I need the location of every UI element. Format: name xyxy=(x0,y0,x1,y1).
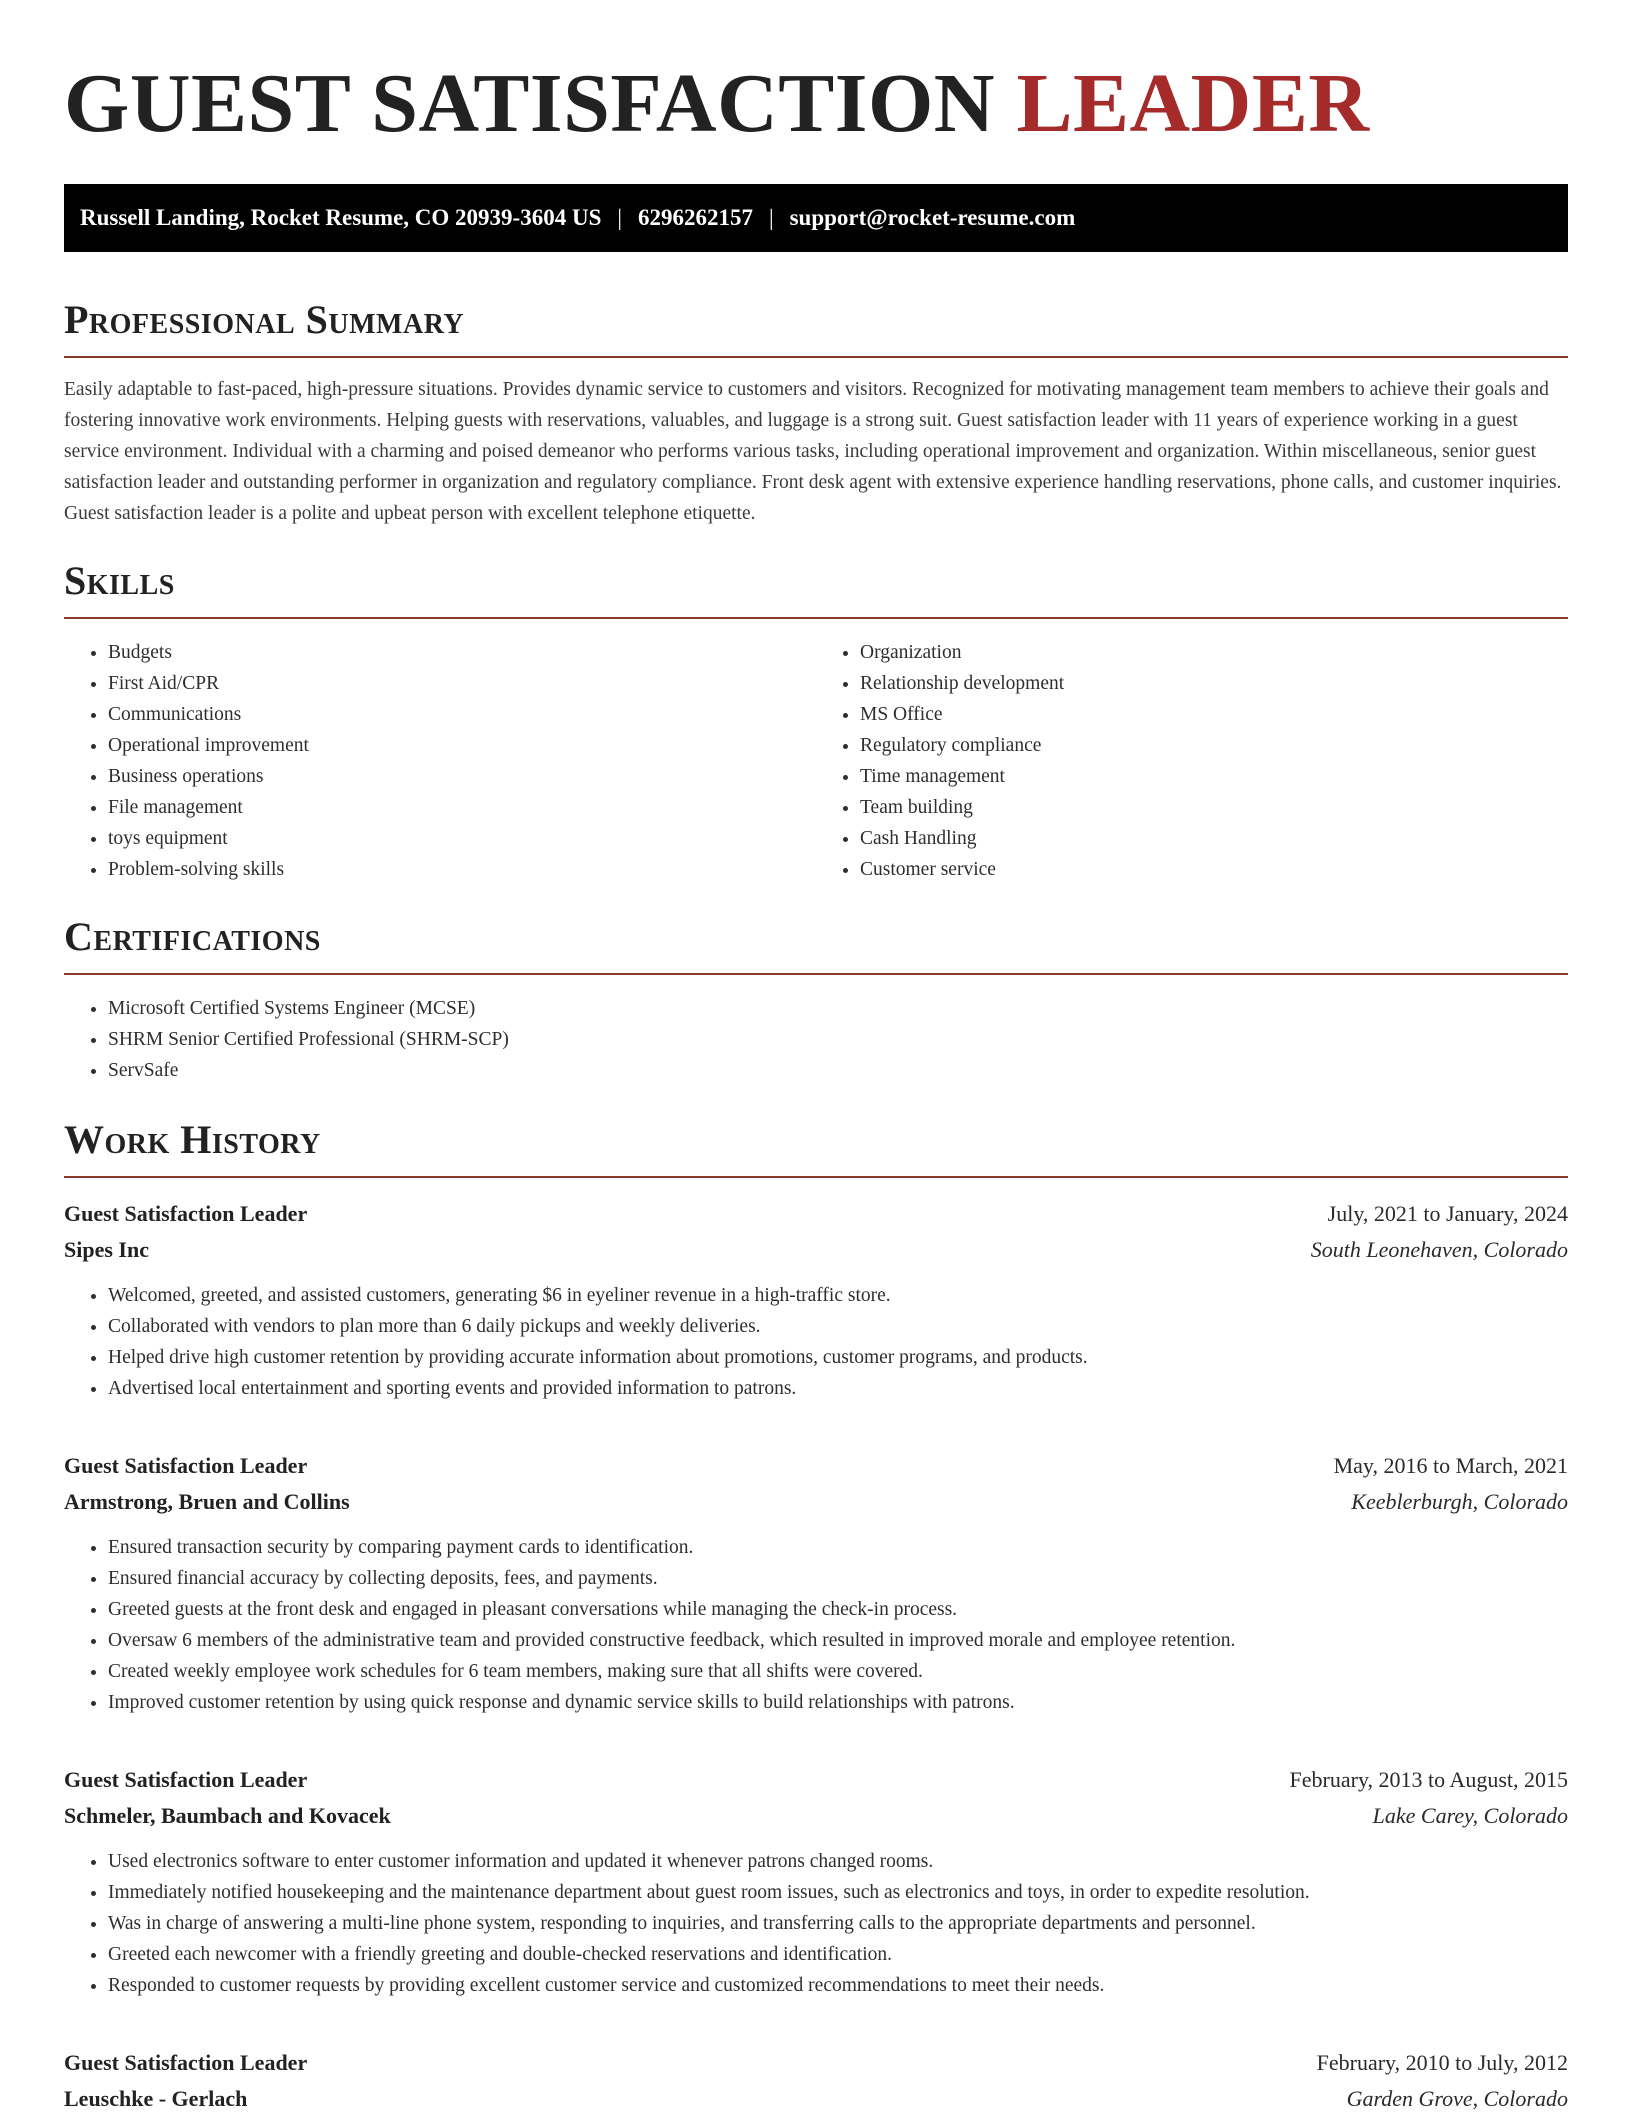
contact-separator: | xyxy=(768,205,774,230)
certifications-section xyxy=(64,913,1568,1086)
job-location: Keeblerburgh, Colorado xyxy=(1351,1489,1568,1514)
job-company-row xyxy=(64,1484,1568,1520)
job-title: Guest Satisfaction Leader xyxy=(64,1453,308,1478)
job-company: Leuschke - Gerlach xyxy=(64,2086,248,2111)
skill-item: • Operational improvement xyxy=(108,730,816,761)
section-heading-work-history: Work History xyxy=(64,1116,1568,1178)
job-title: Guest Satisfaction Leader xyxy=(64,1201,308,1226)
job-duty-item: • Helped drive high customer retention by providing accurate information about promotions, customer programs, and products. xyxy=(108,1342,1568,1373)
professional-summary-section xyxy=(64,296,1568,529)
title-accent: LEADER xyxy=(1016,57,1370,150)
skill-item: • toys equipment xyxy=(108,823,816,854)
contact-email[interactable]: support@rocket-resume.com xyxy=(789,205,1076,230)
job-duty-item: • Collaborated with vendors to plan more than 6 daily pickups and weekly deliveries. xyxy=(108,1311,1568,1342)
resume-title xyxy=(64,0,1568,150)
skill-item: • Organization xyxy=(860,637,1568,668)
job-duty-item: • Ensured financial accuracy by collecting deposits, fees, and payments. xyxy=(108,1563,1568,1594)
job-title-row xyxy=(64,1762,1568,1798)
skill-item: • File management xyxy=(108,792,816,823)
job-dates: February, 2010 to July, 2012 xyxy=(1316,2050,1568,2075)
job-duties-list xyxy=(64,1280,1568,1404)
job-entry xyxy=(64,1196,1568,1404)
certification-item: • Microsoft Certified Systems Engineer (MCSE) xyxy=(108,993,1568,1024)
job-company-row xyxy=(64,2081,1568,2112)
skill-item: • Time management xyxy=(860,761,1568,792)
job-duty-item: • Greeted guests at the front desk and engaged in pleasant conversations while managing the check-in process. xyxy=(108,1594,1568,1625)
contact-phone: 6296262157 xyxy=(637,205,753,230)
job-duty-item: • Was in charge of answering a multi-line phone system, responding to inquiries, and transferring calls to the appropriate departments and personnel. xyxy=(108,1908,1568,1939)
job-company-row xyxy=(64,1798,1568,1834)
work-history-section xyxy=(64,1116,1568,2112)
section-heading-skills: Skills xyxy=(64,557,1568,619)
job-duty-item: • Improved customer retention by using quick response and dynamic service skills to build relationships with patrons. xyxy=(108,1687,1568,1718)
section-heading-certifications: Certifications xyxy=(64,913,1568,975)
certifications-list xyxy=(64,993,1568,1086)
contact-address: Russell Landing, Rocket Resume, CO 20939-3604 US xyxy=(80,205,602,230)
job-duty-item: • Used electronics software to enter customer information and updated it whenever patrons changed rooms. xyxy=(108,1846,1568,1877)
job-duty-item: • Oversaw 6 members of the administrative team and provided constructive feedback, which resulted in improved morale and employee retention. xyxy=(108,1625,1568,1656)
skill-item: • Relationship development xyxy=(860,668,1568,699)
job-duties-list xyxy=(64,1846,1568,2001)
job-title-row xyxy=(64,1196,1568,1232)
contact-bar xyxy=(64,184,1568,252)
job-entry xyxy=(64,1762,1568,2001)
job-location: South Leonehaven, Colorado xyxy=(1310,1237,1568,1262)
certification-item: • ServSafe xyxy=(108,1055,1568,1086)
job-duty-item: • Responded to customer requests by providing excellent customer service and customized recommendations to meet their needs. xyxy=(108,1970,1568,2001)
contact-separator: | xyxy=(617,205,622,230)
skill-item: • Cash Handling xyxy=(860,823,1568,854)
job-duty-item: • Immediately notified housekeeping and the maintenance department about guest room issues, such as electronics and toys, in order to expedite resolution. xyxy=(108,1877,1568,1908)
job-list xyxy=(64,1196,1568,2112)
job-title-row xyxy=(64,1448,1568,1484)
skill-item: • Team building xyxy=(860,792,1568,823)
job-location: Garden Grove, Colorado xyxy=(1346,2086,1568,2111)
job-title-row xyxy=(64,2045,1568,2081)
skill-item: • MS Office xyxy=(860,699,1568,730)
skill-item: • First Aid/CPR xyxy=(108,668,816,699)
title-main: GUEST SATISFACTION xyxy=(64,57,995,150)
job-company-row xyxy=(64,1232,1568,1268)
skill-item: • Problem-solving skills xyxy=(108,854,816,885)
job-dates: May, 2016 to March, 2021 xyxy=(1333,1453,1568,1478)
job-title: Guest Satisfaction Leader xyxy=(64,1767,308,1792)
job-duties-list xyxy=(64,1532,1568,1718)
skills-grid xyxy=(64,637,1568,885)
job-entry xyxy=(64,2045,1568,2112)
job-company: Armstrong, Bruen and Collins xyxy=(64,1489,350,1514)
job-duty-item: • Ensured transaction security by comparing payment cards to identification. xyxy=(108,1532,1568,1563)
skill-item: • Business operations xyxy=(108,761,816,792)
skill-item: • Customer service xyxy=(860,854,1568,885)
skills-section xyxy=(64,557,1568,885)
job-duty-item: • Created weekly employee work schedules for 6 team members, making sure that all shifts were covered. xyxy=(108,1656,1568,1687)
skills-list-left xyxy=(64,637,816,885)
skill-item: • Communications xyxy=(108,699,816,730)
job-company: Schmeler, Baumbach and Kovacek xyxy=(64,1803,391,1828)
certification-item: • SHRM Senior Certified Professional (SHRM-SCP) xyxy=(108,1024,1568,1055)
job-company: Sipes Inc xyxy=(64,1237,149,1262)
skills-list-right xyxy=(816,637,1568,885)
skill-item: • Regulatory compliance xyxy=(860,730,1568,761)
summary-text: Easily adaptable to fast-paced, high-pressure situations. Provides dynamic service to customers and visitors. Recognized for motivating management team members to achieve their goals and fostering innovative work environments. Helping guests with reservations, valuables, and luggage is a strong suit. Guest satisfaction leader with 11 years of experience working in a guest service environment. Individual with a charming and poised demeanor who performs various tasks, including operational improvement and organization. Within miscellaneous, senior guest satisfaction leader and outstanding performer in organization and regulatory compliance. Front desk agent with extensive experience handling reservations, phone calls, and customer inquiries. Guest satisfaction leader is a polite and upbeat person with excellent telephone etiquette. xyxy=(64,379,1562,524)
skill-item: • Budgets xyxy=(108,637,816,668)
job-duty-item: • Advertised local entertainment and sporting events and provided information to patrons. xyxy=(108,1373,1568,1404)
section-heading-summary: Professional Summary xyxy=(64,296,1568,358)
job-title: Guest Satisfaction Leader xyxy=(64,2050,308,2075)
job-duty-item: • Greeted each newcomer with a friendly greeting and double-checked reservations and identification. xyxy=(108,1939,1568,1970)
job-entry xyxy=(64,1448,1568,1718)
job-location: Lake Carey, Colorado xyxy=(1372,1803,1568,1828)
job-dates: February, 2013 to August, 2015 xyxy=(1289,1767,1568,1792)
job-dates: July, 2021 to January, 2024 xyxy=(1327,1201,1568,1226)
job-duty-item: • Welcomed, greeted, and assisted customers, generating $6 in eyeliner revenue in a high-traffic store. xyxy=(108,1280,1568,1311)
